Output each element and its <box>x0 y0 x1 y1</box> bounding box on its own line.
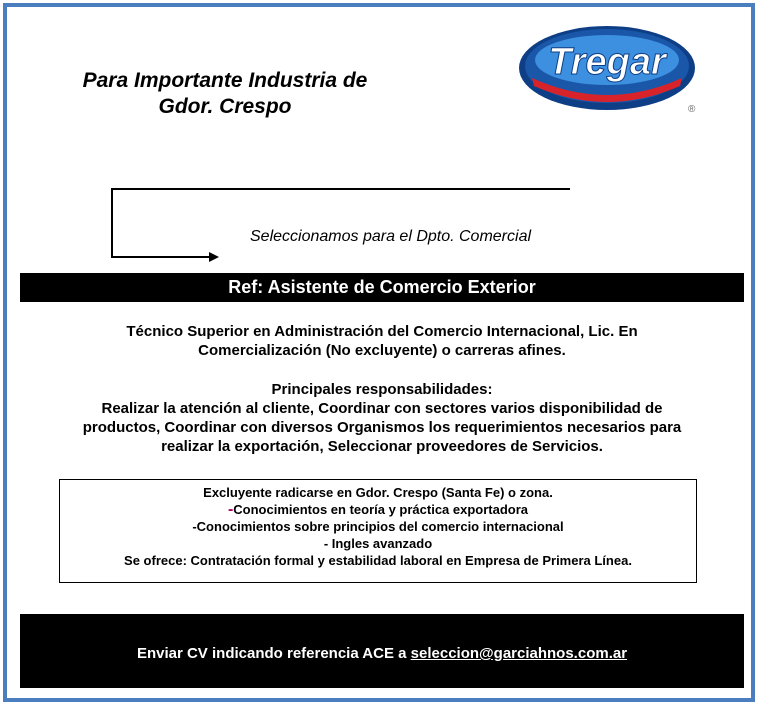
connector-arrow-icon <box>105 182 575 264</box>
tregar-logo <box>512 20 702 120</box>
requirements-line-2: Comercialización (No excluyente) o carreras afines. <box>198 342 566 359</box>
responsibilities-line-3: realizar la exportación, Seleccionar proveedores de Servicios. <box>161 438 603 455</box>
conditions-line-1: Excluyente radicarse en Gdor. Crespo (Santa Fe) o zona. <box>203 485 553 500</box>
conditions-box <box>59 479 697 583</box>
reference-bar: Ref: Asistente de Comercio Exterior <box>20 273 744 302</box>
requirements-block <box>20 322 744 360</box>
conditions-line-2-text: Conocimientos en teoría y práctica exportadora <box>233 502 529 517</box>
responsibilities-block <box>20 380 744 456</box>
requirements-line-1: Técnico Superior en Administración del Comercio Internacional, Lic. En <box>126 323 638 340</box>
responsibilities-line-2: productos, Coordinar con diversos Organismos los requerimientos necesarios para <box>82 419 682 436</box>
logo-wordmark: Tregar <box>548 41 666 83</box>
footer-bar <box>20 614 744 688</box>
page-heading <box>60 68 390 120</box>
conditions-line-4: - Ingles avanzado <box>323 536 433 551</box>
registered-mark: ® <box>688 104 696 115</box>
magenta-dash: - <box>227 501 234 518</box>
email-link[interactable]: seleccion@garciahnos.com.ar <box>410 645 628 662</box>
conditions-line-2 <box>60 501 696 518</box>
heading-line-1: Para Importante Industria de <box>82 69 368 92</box>
responsibilities-title: Principales responsabilidades: <box>271 381 493 398</box>
responsibilities-line-1: Realizar la atención al cliente, Coordinar con sectores varios disponibilidad de <box>101 400 663 417</box>
heading-line-2: Gdor. Crespo <box>158 95 292 118</box>
footer-text: Enviar CV indicando referencia ACE a <box>136 645 407 662</box>
subheading: Seleccionamos para el Dpto. Comercial <box>250 228 532 245</box>
conditions-line-5: Se ofrece: Contratación formal y estabilidad laboral en Empresa de Primera Línea. <box>124 553 632 568</box>
conditions-line-3: -Conocimientos sobre principios del comercio internacional <box>192 519 564 534</box>
